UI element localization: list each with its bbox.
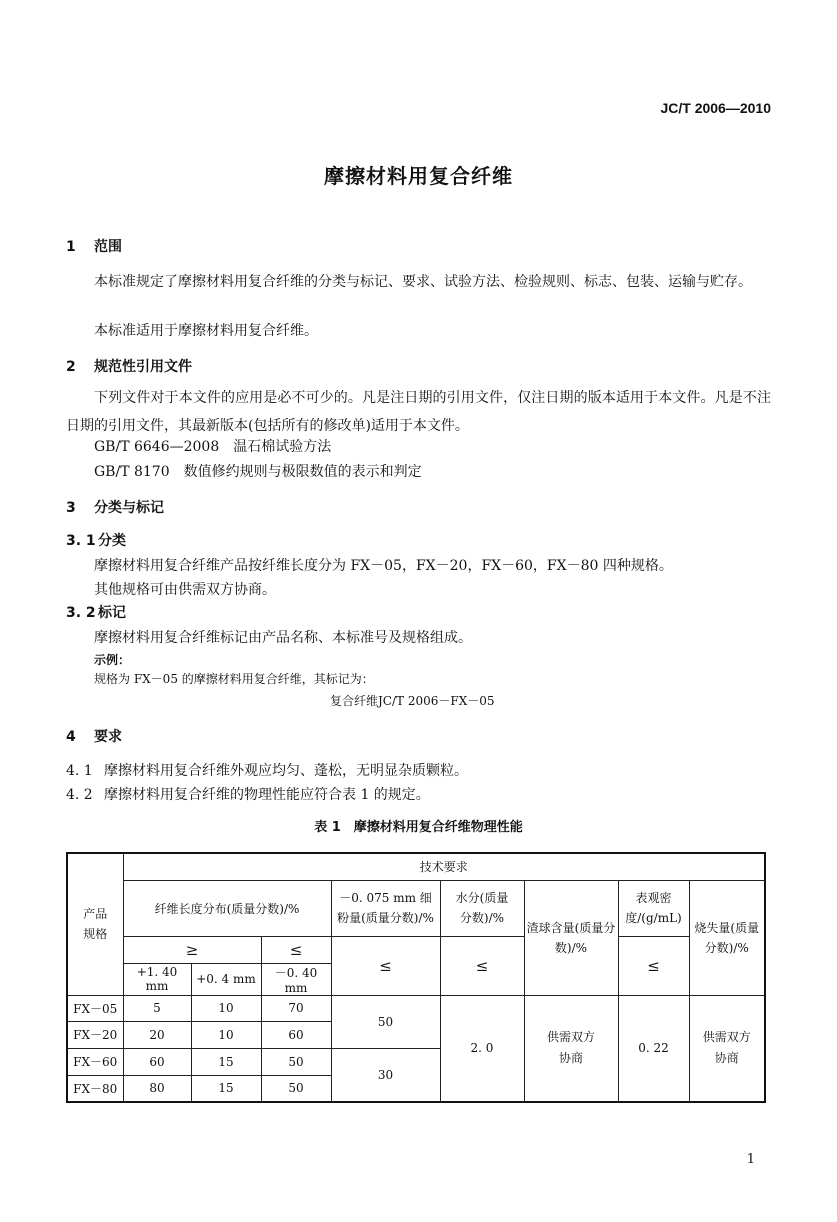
section-2-paragraph: 下列文件对于本文件的应用是必不可少的。凡是注日期的引用文件，仅注日期的版本适用于本文件。凡是不注日期的引用文件，其最新版本(包括所有的修改单)适用于本文件。 xyxy=(66,390,771,434)
subsection-3-1-text-2: 其他规格可由供需双方协商。 xyxy=(94,582,276,598)
value-cell: 10 xyxy=(191,995,261,1021)
header-density: 表观密度/(g/mL) xyxy=(618,880,689,936)
value-cell: 15 xyxy=(191,1075,261,1102)
spec-cell: FX－60 xyxy=(67,1048,123,1075)
value-cell: 15 xyxy=(191,1048,261,1075)
value-cell: 5 xyxy=(123,995,191,1021)
value-cell: 50 xyxy=(261,1048,331,1075)
moisture-leq-symbol: ≤ xyxy=(440,936,524,995)
header-shot-content: 渣球含量(质量分数)/% xyxy=(524,880,618,995)
density-value: 0. 22 xyxy=(618,995,689,1102)
clause-text: 摩擦材料用复合纤维外观应均匀、蓬松，无明显杂质颗粒。 xyxy=(104,763,468,779)
value-cell: 10 xyxy=(191,1021,261,1048)
section-1-paragraph-1: 本标准规定了摩擦材料用复合纤维的分类与标记、要求、试验方法、检验规则、标志、包装、运输与贮存。 xyxy=(94,274,752,290)
subheader-plus-1-40: +1. 40 mm xyxy=(123,963,191,995)
spec-cell: FX－05 xyxy=(67,995,123,1021)
header-moisture: 水分(质量分数)/% xyxy=(440,880,524,936)
clause-number: 4. 1 xyxy=(66,763,93,779)
section-4-heading xyxy=(66,726,122,746)
subsection-3-2-text: 摩擦材料用复合纤维标记由产品名称、本标准号及规格组成。 xyxy=(94,630,472,646)
clause-4-1 xyxy=(66,760,468,780)
subheader-plus-0-4: +0. 4 mm xyxy=(191,963,261,995)
section-number: 3 xyxy=(66,500,76,516)
standard-code: JC/T 2006—2010 xyxy=(660,100,771,116)
clause-text: 摩擦材料用复合纤维的物理性能应符合表 1 的规定。 xyxy=(104,787,430,803)
loss-value: 供需双方协商 xyxy=(689,995,765,1102)
subsection-title: 标记 xyxy=(98,605,126,621)
section-title: 分类与标记 xyxy=(94,500,164,516)
example-label: 示例： xyxy=(94,653,131,667)
example-mark: 复合纤维JC/T 2006－FX－05 xyxy=(330,694,495,708)
value-cell: 70 xyxy=(261,995,331,1021)
section-title: 规范性引用文件 xyxy=(94,359,192,375)
section-number: 2 xyxy=(66,359,76,375)
subsection-3-2-heading xyxy=(66,602,126,622)
spec-cell: FX－80 xyxy=(67,1075,123,1102)
header-product-spec: 产品规格 xyxy=(67,853,123,995)
value-cell: 60 xyxy=(123,1048,191,1075)
value-cell: 50 xyxy=(261,1075,331,1102)
fines-value-bottom: 30 xyxy=(331,1048,440,1102)
fines-leq-symbol: ≤ xyxy=(331,936,440,995)
geq-symbol: ≥ xyxy=(123,936,261,963)
fines-value-top: 50 xyxy=(331,995,440,1048)
table-caption: 表 1 摩擦材料用复合纤维物理性能 xyxy=(314,820,523,835)
section-3-heading xyxy=(66,497,164,517)
moisture-value: 2. 0 xyxy=(440,995,524,1102)
header-technical-requirements: 技术要求 xyxy=(123,853,765,880)
subsection-3-1-text-1: 摩擦材料用复合纤维产品按纤维长度分为 FX－05，FX－20，FX－60，FX－80 四种规格。 xyxy=(94,558,673,574)
subsection-title: 分类 xyxy=(98,533,126,549)
header-fines: －0. 075 mm 细粉量(质量分数)/% xyxy=(331,880,440,936)
section-title: 范围 xyxy=(94,239,122,255)
section-title: 要求 xyxy=(94,729,122,745)
leq-symbol: ≤ xyxy=(261,936,331,963)
value-cell: 20 xyxy=(123,1021,191,1048)
header-loss-on-ignition: 烧失量(质量分数)/% xyxy=(689,880,765,995)
section-number: 4 xyxy=(66,729,76,745)
subheader-minus-0-40: －0. 40 mm xyxy=(261,963,331,995)
section-1-heading xyxy=(66,236,122,256)
subsection-number: 3. 2 xyxy=(66,605,96,621)
section-2-heading xyxy=(66,356,192,376)
spec-cell: FX－20 xyxy=(67,1021,123,1048)
shot-content-value: 供需双方协商 xyxy=(524,995,618,1102)
value-cell: 60 xyxy=(261,1021,331,1048)
example-text: 规格为 FX－05 的摩擦材料用复合纤维，其标记为： xyxy=(94,672,374,686)
clause-4-2 xyxy=(66,784,430,804)
subsection-number: 3. 1 xyxy=(66,533,96,549)
density-leq-symbol: ≤ xyxy=(618,936,689,995)
clause-number: 4. 2 xyxy=(66,787,93,803)
document-title: 摩擦材料用复合纤维 xyxy=(324,164,513,188)
physical-properties-table xyxy=(66,852,766,1103)
header-fiber-length: 纤维长度分布(质量分数)/% xyxy=(123,880,331,936)
value-cell: 80 xyxy=(123,1075,191,1102)
page-number: 1 xyxy=(746,1152,755,1167)
reference-2: GB/T 8170 数值修约规则与极限数值的表示和判定 xyxy=(94,464,422,480)
reference-1: GB/T 6646—2008 温石棉试验方法 xyxy=(94,439,332,455)
section-1-paragraph-2: 本标准适用于摩擦材料用复合纤维。 xyxy=(94,323,318,339)
section-number: 1 xyxy=(66,239,76,255)
table-row xyxy=(67,995,765,1021)
subsection-3-1-heading xyxy=(66,530,126,550)
